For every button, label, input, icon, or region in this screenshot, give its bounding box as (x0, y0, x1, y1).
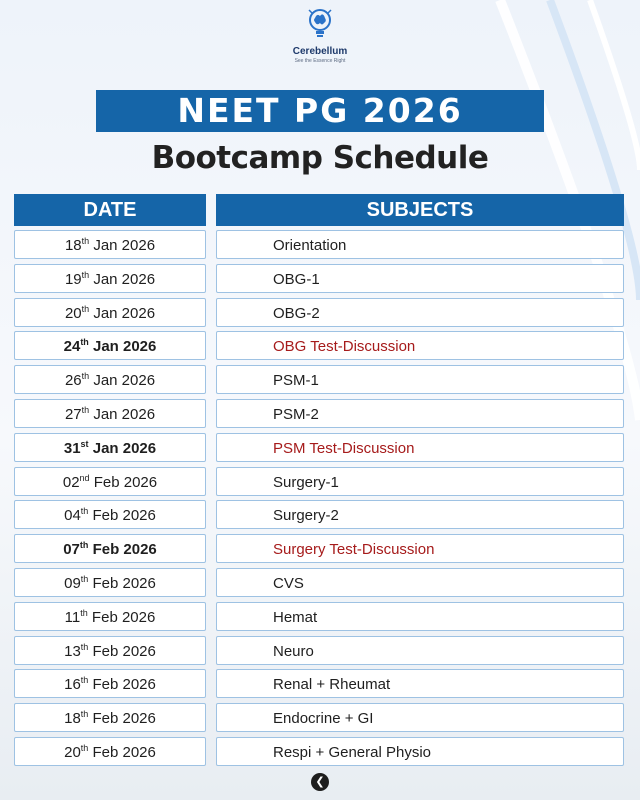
date-cell (14, 568, 206, 597)
subject-cell: Hemat (216, 602, 624, 631)
date-day: 20 (64, 743, 81, 761)
subject-cell: OBG-2 (216, 298, 624, 327)
date-day: 24 (63, 338, 81, 356)
date-month-year: Feb 2026 (88, 507, 156, 525)
date-month-year: Feb 2026 (88, 541, 157, 559)
date-day: 16 (64, 676, 81, 694)
date-cell (14, 703, 206, 732)
subject-cell: Surgery Test-Discussion (216, 534, 624, 563)
date-suffix: th (79, 540, 89, 551)
date-suffix: th (80, 573, 89, 584)
date-month-year: Jan 2026 (89, 270, 156, 288)
date-month-year: Feb 2026 (89, 473, 158, 491)
date-day: 18 (64, 237, 82, 254)
date-day: 19 (64, 270, 82, 288)
date-month-year: Feb 2026 (88, 642, 156, 660)
date-day: 18 (64, 710, 81, 728)
date-cell (14, 669, 206, 698)
page-subtitle: Bootcamp Schedule (151, 140, 489, 176)
table-row (14, 602, 624, 636)
date-month-year: Feb 2026 (88, 743, 156, 761)
date-suffix: th (81, 371, 90, 382)
date-cell (14, 264, 206, 293)
date-day: 20 (64, 304, 82, 322)
table-row (14, 230, 624, 264)
subject-cell: Surgery-1 (216, 467, 624, 496)
table-row (14, 298, 624, 332)
date-suffix: th (81, 269, 90, 280)
date-suffix: th (80, 742, 89, 753)
table-row (14, 433, 624, 467)
subjects-column-header: SUBJECTS (216, 194, 624, 226)
subject-cell: Orientation (216, 230, 624, 259)
date-suffix: th (80, 337, 89, 348)
date-month-year: Jan 2026 (89, 304, 156, 322)
subject-cell: PSM-1 (216, 365, 624, 394)
date-suffix: th (81, 236, 90, 246)
brand-logo (0, 8, 640, 64)
date-day: 13 (64, 642, 81, 660)
date-day: 11 (64, 608, 81, 626)
date-day: 07 (63, 541, 80, 559)
date-suffix: th (80, 709, 89, 720)
date-day: 02 (62, 473, 80, 491)
date-cell (14, 230, 206, 259)
date-month-year: Feb 2026 (88, 676, 156, 694)
subject-cell: OBG-1 (216, 264, 624, 293)
date-month-year: Jan 2026 (88, 338, 157, 356)
date-month-year: Feb 2026 (87, 608, 156, 626)
subject-cell: Neuro (216, 636, 624, 665)
date-suffix: th (80, 607, 88, 618)
date-suffix: st (80, 438, 89, 449)
date-cell (14, 331, 206, 360)
date-cell (14, 636, 206, 665)
brand-tagline: See the Essence Right (294, 58, 346, 64)
date-suffix: nd (79, 472, 90, 483)
brain-bulb-icon (307, 8, 333, 44)
date-cell (14, 500, 206, 529)
date-suffix: th (80, 641, 89, 652)
date-suffix: th (80, 675, 89, 686)
date-cell (14, 365, 206, 394)
date-month-year: Jan 2026 (88, 439, 157, 457)
subject-cell: PSM-2 (216, 399, 624, 428)
date-day: 26 (64, 372, 82, 390)
date-cell (14, 298, 206, 327)
subject-cell: CVS (216, 568, 624, 597)
table-row (14, 669, 624, 703)
date-month-year: Feb 2026 (88, 710, 156, 728)
table-row (14, 737, 624, 771)
table-row (14, 500, 624, 534)
table-row (14, 467, 624, 501)
table-row (14, 331, 624, 365)
date-suffix: th (81, 404, 90, 415)
date-cell (14, 433, 206, 462)
table-row (14, 264, 624, 298)
date-day: 09 (64, 574, 81, 592)
date-cell (14, 467, 206, 496)
table-row (14, 365, 624, 399)
date-suffix: th (81, 303, 90, 314)
page-title: NEET PG 2026 (96, 90, 544, 132)
subject-cell: Respi + General Physio (216, 737, 624, 766)
subject-cell: OBG Test-Discussion (216, 331, 624, 360)
brand-name: Cerebellum (292, 46, 348, 57)
date-cell (14, 534, 206, 563)
subject-cell: Renal + Rheumat (216, 669, 624, 698)
subject-cell: PSM Test-Discussion (216, 433, 624, 462)
date-month-year: Jan 2026 (89, 237, 156, 254)
schedule-table (14, 230, 624, 771)
date-cell (14, 602, 206, 631)
date-day: 27 (64, 405, 82, 423)
date-month-year: Jan 2026 (89, 405, 156, 423)
date-cell (14, 399, 206, 428)
date-month-year: Feb 2026 (88, 574, 156, 592)
table-row (14, 703, 624, 737)
date-cell (14, 737, 206, 766)
date-suffix: th (80, 506, 89, 517)
table-row (14, 568, 624, 602)
date-day: 31 (63, 439, 81, 457)
date-month-year: Jan 2026 (89, 372, 156, 390)
subject-cell: Surgery-2 (216, 500, 624, 529)
subject-cell: Endocrine + GI (216, 703, 624, 732)
table-row (14, 534, 624, 568)
date-day: 04 (64, 507, 81, 525)
date-column-header: DATE (14, 194, 206, 226)
table-row (14, 636, 624, 670)
chevron-left-icon[interactable]: ❮ (311, 773, 329, 791)
table-row (14, 399, 624, 433)
